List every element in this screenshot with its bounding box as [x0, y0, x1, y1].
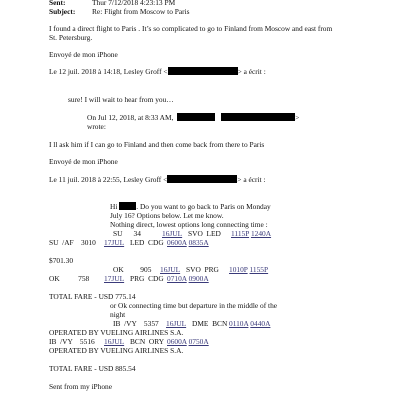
flight-route: DME BCN — [192, 319, 228, 328]
body-text: Nothing direct, lowest options long connecting time : — [110, 220, 268, 229]
flight-date-link[interactable]: 16JUL — [162, 229, 183, 238]
flight-row — [113, 265, 268, 274]
flight-time-link[interactable]: 1240A — [250, 229, 272, 238]
flight-row — [49, 274, 209, 283]
flight-route: LED CDG — [130, 238, 164, 247]
quote-header-text: On Jul 12, 2018, at 8:33 AM, — [87, 113, 174, 122]
redaction-box — [119, 202, 136, 210]
subject-label: Subject: — [49, 7, 76, 16]
operated-by: OPERATED BY VUELING AIRLINES S.A. — [49, 346, 184, 355]
flight-time-link[interactable]: 0750A — [188, 337, 209, 346]
signature: Envoyé de mon iPhone — [49, 50, 118, 59]
body-text: or Ok connecting time but departure in the middle of the — [110, 301, 278, 310]
total-fare: TOTAL FARE - USD 775.14 — [49, 292, 136, 301]
operated-by: OPERATED BY VUELING AIRLINES S.A. — [49, 328, 184, 337]
quote-header: On Jul 12, 2018, at 8:33 AM, > — [87, 113, 300, 122]
flight-time-link[interactable]: 0710A — [167, 274, 187, 283]
flight-code: OK 905 — [113, 265, 152, 274]
quote-header-suffix: > a écrit : — [237, 67, 266, 76]
flight-code: IB /VY 5516 — [49, 337, 95, 346]
flight-time-link[interactable]: 0600A — [167, 337, 187, 346]
subject-value: Re: Flight from Moscow to Paris — [92, 7, 190, 16]
flight-code: OK 758 — [49, 274, 90, 283]
sent-label: Sent: — [49, 0, 66, 7]
flight-code: IB /VY 5357 — [113, 319, 159, 328]
redaction-box — [177, 113, 215, 121]
flight-code: SU /AF 3010 — [49, 238, 96, 247]
flight-row — [49, 238, 209, 247]
quote-header — [49, 67, 266, 76]
flight-row — [113, 319, 270, 328]
flight-time-link[interactable]: 0835A — [188, 238, 209, 247]
quote-header-text: Le 11 juil. 2018 à 22:55, Lesley Groff < — [49, 175, 168, 184]
body-text: I ll ask him if I can go to Finland and then come back from there to Paris — [49, 140, 265, 149]
quote-header-suffix: > a écrit : — [237, 175, 266, 184]
flight-route: SVO LED — [188, 229, 221, 238]
reply-text: sure! I will wait to hear from you… — [68, 95, 174, 104]
flight-time-link[interactable]: 1010P — [229, 265, 248, 274]
body-text: I found a direct flight to Paris . It’s so complicated to go to Finland from Moscow and east from — [49, 24, 333, 33]
flight-date-link[interactable]: 16JUL — [166, 319, 187, 328]
flight-time-link[interactable]: 0600A — [167, 238, 187, 247]
quote-wrote: wrote: — [87, 122, 106, 131]
redaction-box — [168, 67, 238, 75]
redaction-box — [221, 113, 295, 121]
flight-date-link[interactable]: 17JUL — [104, 238, 125, 247]
total-fare: TOTAL FARE - USD 885.54 — [49, 364, 136, 373]
flight-row — [49, 337, 209, 346]
flight-route: SVO PRG — [186, 265, 219, 274]
greeting-hi: Hi — [110, 202, 118, 211]
price: $701.30 — [49, 256, 74, 265]
body-text: night — [110, 310, 126, 319]
flight-time-link[interactable]: 1115P — [231, 229, 250, 238]
flight-time-link[interactable]: 0110A — [229, 319, 249, 328]
greeting-rest: . Do you want to go back to Paris on Monday — [136, 202, 271, 211]
quote-header-text: Le 12 juil. 2018 à 14:18, Lesley Groff < — [49, 67, 168, 76]
flight-date-link[interactable]: 16JUL — [160, 265, 181, 274]
flight-date-link[interactable]: 16JUL — [104, 337, 125, 346]
signature: Envoyé de mon iPhone — [49, 157, 118, 166]
flight-time-link[interactable]: 0440A — [250, 319, 271, 328]
flight-route: PRG CDG — [130, 274, 164, 283]
flight-date-link[interactable]: 17JUL — [104, 274, 125, 283]
flight-code: SU 34 — [113, 229, 141, 238]
sent-value: Thur 7/12/2018 4:23:13 PM — [92, 0, 176, 7]
flight-time-link[interactable]: 1155P — [249, 265, 269, 274]
redaction-box — [167, 175, 237, 183]
body-text: St. Petersburg. — [49, 33, 93, 42]
greeting-line — [110, 202, 271, 211]
signature: Sent from my iPhone — [49, 382, 113, 391]
quote-header — [49, 175, 265, 184]
flight-time-link[interactable]: 0900A — [188, 274, 209, 283]
flight-row — [113, 229, 271, 238]
flight-route: BCN ORY — [130, 337, 165, 346]
body-text: July 16? Options below. Let me know. — [110, 211, 224, 220]
